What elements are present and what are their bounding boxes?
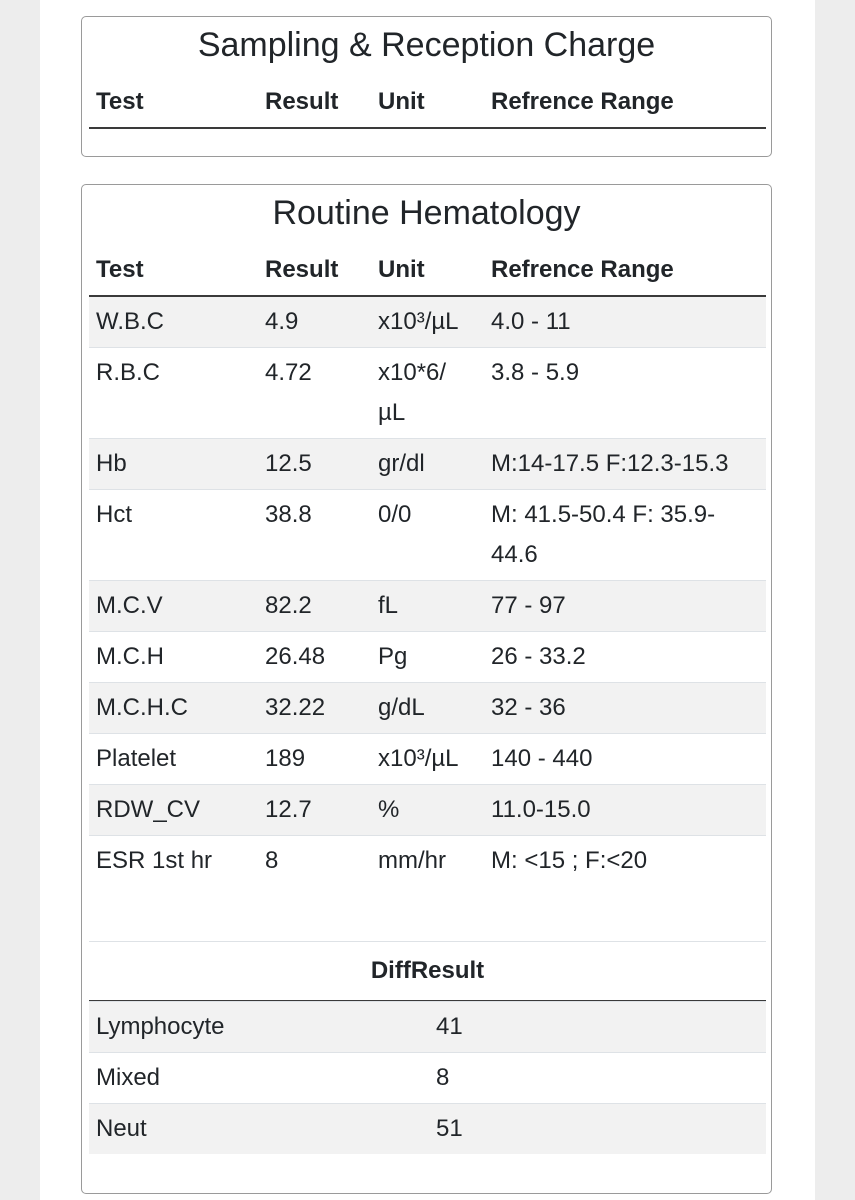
cell-test: Lymphocyte [89, 1002, 429, 1053]
cell-unit: x10³/µL [371, 296, 484, 348]
cell-result: 32.22 [258, 683, 371, 734]
col-test-header: Test [89, 245, 258, 296]
cell-result: 26.48 [258, 632, 371, 683]
cell-range: M: <15 ; F:<20 [484, 836, 766, 887]
sampling-title: Sampling & Reception Charge [197, 26, 656, 64]
sampling-card [81, 16, 772, 157]
cell-result: 4.9 [258, 296, 371, 348]
cell-result: 8 [258, 836, 371, 887]
cell-range: M: 41.5-50.4 F: 35.9-44.6 [484, 490, 766, 581]
cell-result: 12.7 [258, 785, 371, 836]
col-result-header: Result [258, 77, 371, 128]
cell-unit: x10*6/ µL [371, 348, 484, 439]
cell-result: 12.5 [258, 439, 371, 490]
diff-row [89, 1002, 766, 1053]
cell-test: M.C.V [89, 581, 258, 632]
table-row [89, 734, 766, 785]
cell-test: R.B.C [89, 348, 258, 439]
cell-result: 82.2 [258, 581, 371, 632]
cell-test: ESR 1st hr [89, 836, 258, 887]
table-row [89, 581, 766, 632]
hematology-card [81, 184, 772, 1194]
cell-test: Mixed [89, 1053, 429, 1104]
sampling-header-row [89, 77, 766, 128]
table-row [89, 836, 766, 887]
diff-row [89, 1104, 766, 1155]
hematology-header-row [89, 245, 766, 296]
cell-range: 32 - 36 [484, 683, 766, 734]
diff-table [89, 1001, 766, 1154]
cell-range: 26 - 33.2 [484, 632, 766, 683]
cell-result: 51 [429, 1104, 766, 1155]
cell-range: 3.8 - 5.9 [484, 348, 766, 439]
cell-test: M.C.H [89, 632, 258, 683]
cell-result: 41 [429, 1002, 766, 1053]
cell-test: Neut [89, 1104, 429, 1155]
cell-result: 38.8 [258, 490, 371, 581]
table-row [89, 296, 766, 348]
col-range-header: Refrence Range [484, 77, 766, 128]
cell-unit: fL [371, 581, 484, 632]
cell-unit: g/dL [371, 683, 484, 734]
cell-range: M:14-17.5 F:12.3-15.3 [484, 439, 766, 490]
report-page [40, 0, 815, 1200]
cell-unit: 0/0 [371, 490, 484, 581]
col-test-header: Test [89, 77, 258, 128]
cell-unit: % [371, 785, 484, 836]
cell-result: 8 [429, 1053, 766, 1104]
cell-test: Hct [89, 490, 258, 581]
cell-test: M.C.H.C [89, 683, 258, 734]
cell-unit: gr/dl [371, 439, 484, 490]
col-range-header: Refrence Range [484, 245, 766, 296]
cell-unit: mm/hr [371, 836, 484, 887]
cell-unit: x10³/µL [371, 734, 484, 785]
cell-range: 4.0 - 11 [484, 296, 766, 348]
hematology-title: Routine Hematology [272, 194, 581, 232]
cell-result: 189 [258, 734, 371, 785]
cell-test: Platelet [89, 734, 258, 785]
cell-unit: Pg [371, 632, 484, 683]
sampling-table [89, 77, 766, 129]
diff-row [89, 1053, 766, 1104]
table-row [89, 348, 766, 439]
hematology-table [89, 245, 766, 886]
table-row [89, 632, 766, 683]
table-row [89, 490, 766, 581]
diff-result-header: DiffResult [89, 941, 766, 1002]
cell-test: Hb [89, 439, 258, 490]
table-row [89, 683, 766, 734]
cell-range: 140 - 440 [484, 734, 766, 785]
table-row [89, 439, 766, 490]
cell-range: 11.0-15.0 [484, 785, 766, 836]
cell-test: RDW_CV [89, 785, 258, 836]
col-unit-header: Unit [371, 245, 484, 296]
col-unit-header: Unit [371, 77, 484, 128]
cell-test: W.B.C [89, 296, 258, 348]
cell-range: 77 - 97 [484, 581, 766, 632]
table-row [89, 785, 766, 836]
cell-result: 4.72 [258, 348, 371, 439]
col-result-header: Result [258, 245, 371, 296]
